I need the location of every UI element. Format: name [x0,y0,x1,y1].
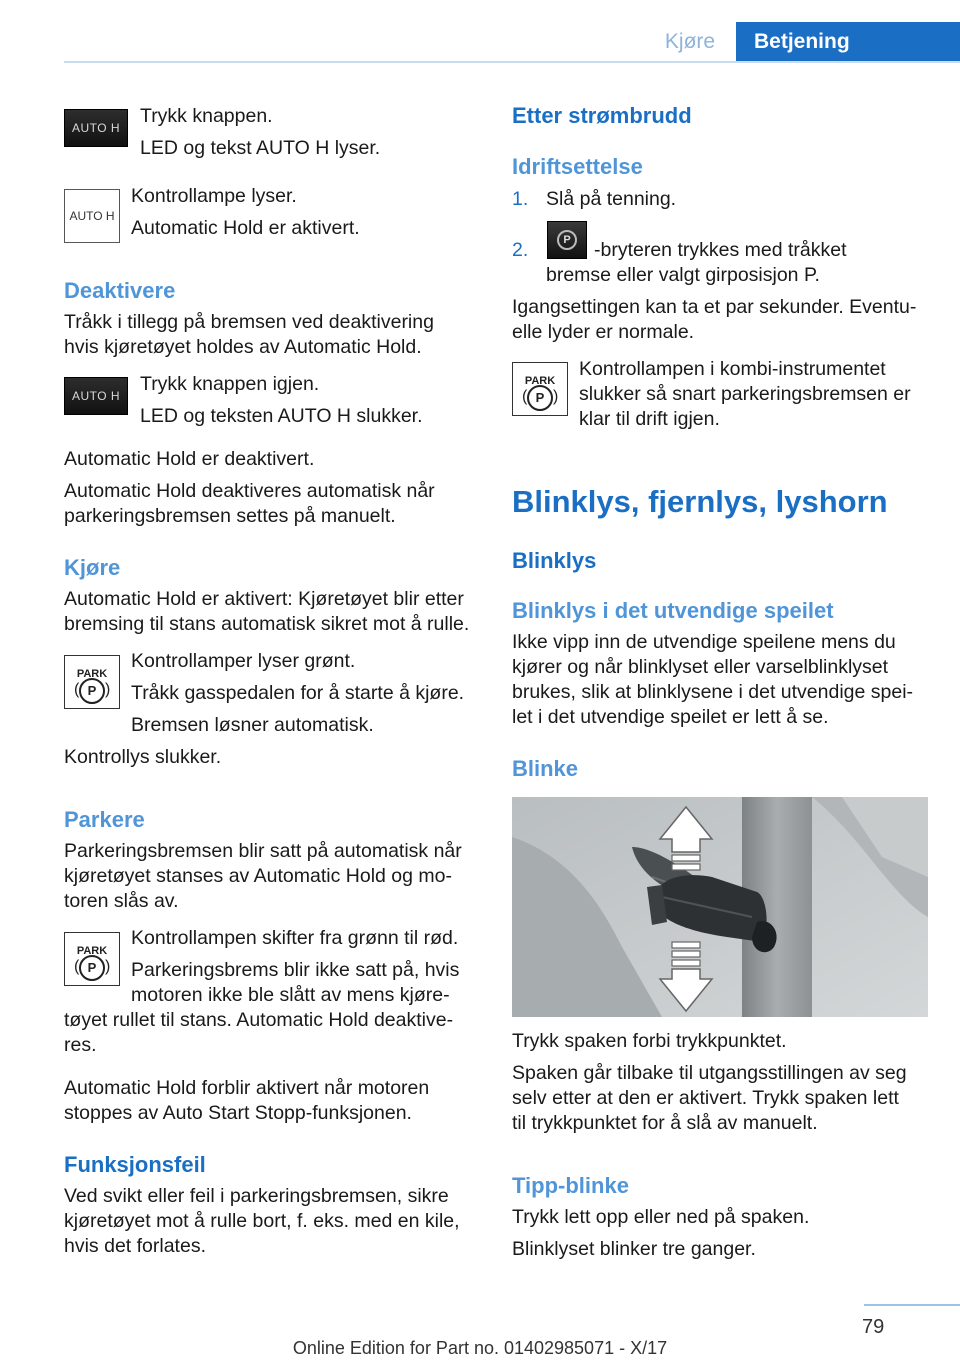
park-p-symbol: P [79,678,105,704]
turn-signal-lever-illustration [512,797,928,1017]
text-line: hvis det forlates. [64,1235,206,1257]
text-line: slukker så snart parkeringsbremsen er [579,383,911,405]
paren-right: ) [105,958,111,975]
section-heading: Kjøre [64,555,121,580]
text-line: Automatic Hold deaktiveres automatisk når [64,480,435,502]
section-heading: Tipp-blinke [512,1173,629,1198]
text-line: Trykk lett opp eller ned på spaken. [512,1206,810,1228]
header-rule [64,61,960,63]
text-line: -bryteren trykkes med tråkket [594,239,847,261]
text-line: Tråkk gasspedalen for å starte å kjøre. [131,682,465,704]
text-line: Kontrollys slukker. [64,746,222,768]
text-line: Kontrollampe lyser. [131,185,297,207]
text-line: Kontrollamper lyser grønt. [131,650,356,672]
text-line: motoren ikke ble slått av mens kjøre‐ [131,984,450,1006]
chapter-heading: Blinklys, fjernlys, lyshorn [512,484,888,519]
text-line: klar til drift igjen. [579,408,720,430]
text-line: Ikke vipp inn de utvendige speilene mens du [512,631,896,653]
step-number: 1. [512,188,529,210]
text-line: Automatic Hold er deaktivert. [64,448,315,470]
paren-left: ( [74,681,80,698]
text-line: LED og teksten AUTO H slukker. [140,405,423,427]
text-line: Spaken går tilbake til utgangsstillingen av seg [512,1062,907,1084]
text-line: LED og tekst AUTO H lyser. [140,137,381,159]
text-line: stoppes av Auto Start Stopp-funksjonen. [64,1102,412,1124]
text-line: kjører og når blinklyset eller varselblinklyset [512,656,889,678]
text-line: brukes, slik at blinklysene i det utvendige spei‐ [512,681,914,703]
paren-left: ( [522,388,528,405]
park-indicator-icon [64,655,120,709]
park-indicator-icon [512,362,568,416]
park-indicator-icon [64,932,120,986]
section-heading: Blinke [512,756,579,781]
tab-kjore[interactable]: Kjøre [664,30,716,53]
section-heading: Blinklys [512,548,597,573]
section-heading: Etter strømbrudd [512,103,692,128]
park-p-symbol: P [79,955,105,981]
edition-footer: Online Edition for Part no. 01402985071 - X/17 [292,1338,668,1358]
text-line: Blinklyset blinker tre ganger. [512,1238,756,1260]
text-line: Trykk spaken forbi trykkpunktet. [512,1030,787,1052]
text-line: Slå på tenning. [546,188,677,210]
auto-h-button-icon: AUTO H [64,377,128,415]
paren-left: ( [74,958,80,975]
text-line: tøyet rullet til stans. Automatic Hold deaktive‐ [64,1009,454,1031]
text-line: Parkeringsbremsen blir satt på automatisk når [64,840,462,862]
text-line: Kontrollampen i kombi-instrumentet [579,358,886,380]
text-line: Ved svikt eller feil i parkeringsbremsen, sikre [64,1185,449,1207]
park-label: PARK [76,945,108,957]
section-heading: Blinklys i det utvendige speilet [512,598,834,623]
parking-brake-button-icon [547,221,587,259]
text-line: bremse eller valgt girposisjon P. [546,264,820,286]
text-line: parkeringsbremsen settes på manuelt. [64,505,396,527]
text-line: Igangsettingen kan ta et par sekunder. Eventu‐ [512,296,917,318]
tab-betjening[interactable]: Betjening [736,22,960,62]
text-line: Automatic Hold er aktivert. [131,217,360,239]
text-line: elle lyder er normale. [512,321,695,343]
paren-right: ) [553,388,559,405]
text-line: Trykk knappen igjen. [140,373,320,395]
text-line: hvis kjøretøyet holdes av Automatic Hold. [64,336,422,358]
lever-photo-svg [512,797,928,1017]
text-line: bremsing til stans automatisk sikret mot å rulle. [64,613,470,635]
text-line: Parkeringsbrems blir ikke satt på, hvis [131,959,460,981]
text-line: Tråkk i tillegg på bremsen ved deaktivering [64,311,434,333]
page-number: 79 [862,1316,885,1338]
park-label: PARK [76,668,108,680]
text-line: Automatic Hold forblir aktivert når motoren [64,1077,430,1099]
auto-h-indicator-icon: AUTO H [64,189,120,243]
section-heading: Parkere [64,807,145,832]
text-line: let i det utvendige speilet er lett å se. [512,706,829,728]
text-line: Bremsen løsner automatisk. [131,714,374,736]
text-line: til trykkpunktet for å slå av manuelt. [512,1112,818,1134]
text-line: res. [64,1034,97,1056]
text-line: toren slås av. [64,890,179,912]
park-label: PARK [524,375,556,387]
text-line: kjøretøyet stanses av Automatic Hold og mo‐ [64,865,452,887]
text-line: Kontrollampen skifter fra grønn til rød. [131,927,459,949]
text-line: Automatic Hold er aktivert: Kjøretøyet blir etter [64,588,464,610]
text-line: Trykk knappen. [140,105,273,127]
text-line: kjøretøyet mot å rulle bort, f. eks. med en kile, [64,1210,460,1232]
text-line: selv etter at den er aktivert. Trykk spaken lett [512,1087,899,1109]
section-heading: Deaktivere [64,278,176,303]
paren-right: ) [105,681,111,698]
auto-h-button-icon: AUTO H [64,109,128,147]
section-heading: Funksjonsfeil [64,1152,206,1177]
park-p-symbol: P [557,230,577,250]
park-p-symbol: P [527,385,553,411]
step-number: 2. [512,239,529,261]
footer-rule [864,1304,960,1306]
section-heading: Idriftsettelse [512,154,643,179]
